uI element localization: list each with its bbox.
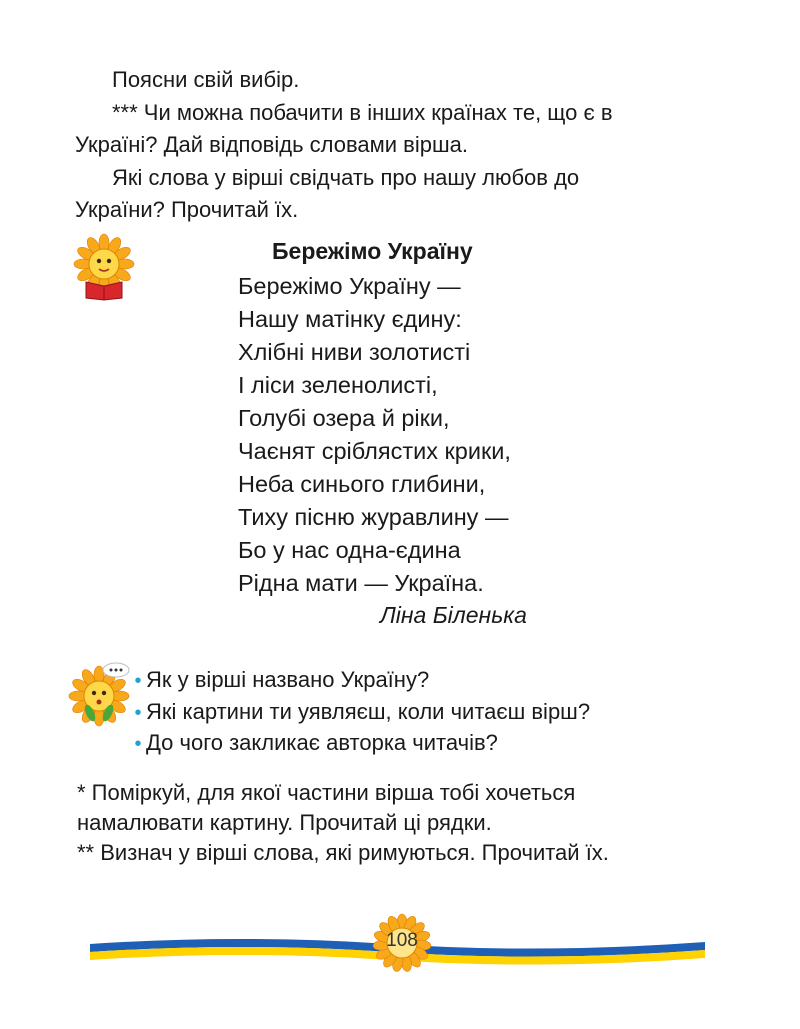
bullet-icon: • [134, 701, 142, 724]
intro-line: Україні? Дай відповідь словами вірша. [75, 132, 468, 157]
bullet-icon: • [134, 733, 142, 755]
poem-line: Чаєнят сріблястих крики, [238, 438, 511, 464]
poem-body [238, 270, 511, 600]
task-line: намалювати картину. Прочитай ці рядки. [77, 810, 492, 835]
poem-line: Нашу матінку єдину: [238, 306, 462, 332]
poem-line: Бо у нас одна-єдина [238, 537, 461, 563]
question-list [130, 665, 590, 760]
question-item [130, 728, 590, 760]
question-item [130, 665, 590, 697]
poem-line: Неба синього глибини, [238, 471, 486, 497]
question-text: Як у вірші названо Україну? [146, 667, 430, 692]
poem-line: Рідна мати — Україна. [238, 570, 484, 596]
question-item [130, 697, 590, 729]
poem-line: Бережімо Україну — [238, 273, 461, 299]
question-text: Які картини ти уявляєш, коли читаєш вірш? [146, 698, 591, 724]
poem-line: Голубі озера й ріки, [238, 405, 450, 431]
question-text: До чого закликає авторка читачів? [146, 730, 498, 755]
poem-line: І ліси зеленолисті, [238, 372, 438, 398]
task-line: ** Визнач у вірші слова, які римуються. Прочитай їх. [77, 840, 609, 865]
intro-line: Які слова у вірші свідчать про нашу любов до [112, 164, 580, 190]
intro-line: України? Прочитай їх. [75, 197, 299, 222]
poem-author: Ліна Біленька [380, 602, 527, 628]
sunflower-thinking-icon [72, 662, 134, 732]
poem-line: Тиху пісню журавлину — [238, 504, 509, 530]
poem-line: Хлібні ниви золотисті [238, 339, 471, 365]
sunflower-reading-book-icon [72, 236, 136, 300]
task-line: * Поміркуй, для якої частини вірша тобі хочеться [77, 780, 576, 805]
page-number: 108 [386, 930, 418, 951]
intro-line: Поясни свій вибір. [112, 67, 300, 92]
intro-text [75, 64, 695, 227]
intro-line: *** Чи можна побачити в інших країнах те, що є в [112, 99, 613, 125]
tasks-text [77, 778, 609, 868]
poem-title: Бережімо Україну [272, 238, 473, 264]
bullet-icon: • [134, 670, 142, 692]
